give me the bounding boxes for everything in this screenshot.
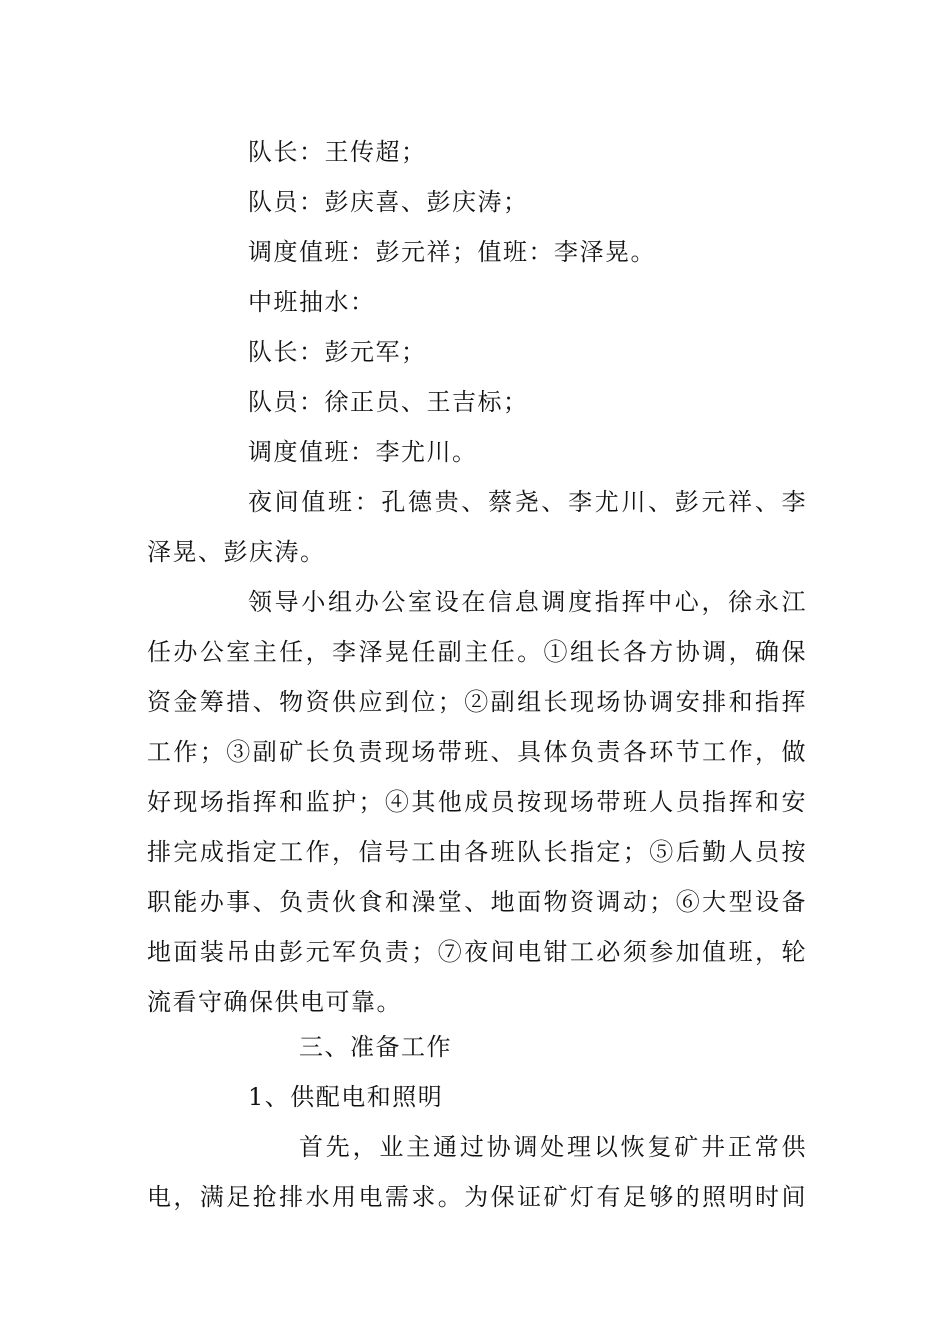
text-line: 好现场指挥和监护；④其他成员按现场带班人员指挥和安 [147, 788, 807, 816]
text-line: 队员：徐正员、王吉标； [248, 388, 529, 416]
text-line: 领导小组办公室设在信息调度指挥中心，徐永江 [248, 588, 807, 616]
text-line: 队长：彭元军； [248, 338, 427, 366]
subsection-heading: 1、供配电和照明 [248, 1083, 444, 1111]
text-line: 夜间值班：孔德贵、蔡尧、李尤川、彭元祥、李 [248, 488, 807, 516]
text-line: 中班抽水： [248, 288, 376, 316]
text-line: 资金筹措、物资供应到位；②副组长现场协调安排和指挥 [147, 688, 807, 716]
text-line: 任办公室主任，李泽晃任副主任。①组长各方协调，确保 [147, 638, 807, 666]
text-line: 调度值班：彭元祥；值班：李泽晃。 [248, 238, 656, 266]
text-line: 排完成指定工作，信号工由各班队长指定；⑤后勤人员按 [147, 838, 807, 866]
text-line: 工作；③副矿长负责现场带班、具体负责各环节工作，做 [147, 738, 807, 766]
text-line: 泽晃、彭庆涛。 [147, 538, 326, 566]
text-line: 队长：王传超； [248, 138, 427, 166]
text-line: 调度值班：李尤川。 [248, 438, 478, 466]
text-line: 地面装吊由彭元军负责；⑦夜间电钳工必须参加值班，轮 [147, 938, 807, 966]
section-heading: 三、准备工作 [299, 1033, 452, 1061]
text-line: 首先，业主通过协调处理以恢复矿井正常供 [299, 1133, 807, 1161]
text-line: 电，满足抢排水用电需求。为保证矿灯有足够的照明时间 [147, 1183, 807, 1211]
text-line: 职能办事、负责伙食和澡堂、地面物资调动；⑥大型设备 [147, 888, 807, 916]
text-line: 流看守确保供电可靠。 [147, 988, 402, 1016]
text-line: 队员：彭庆喜、彭庆涛； [248, 188, 529, 216]
